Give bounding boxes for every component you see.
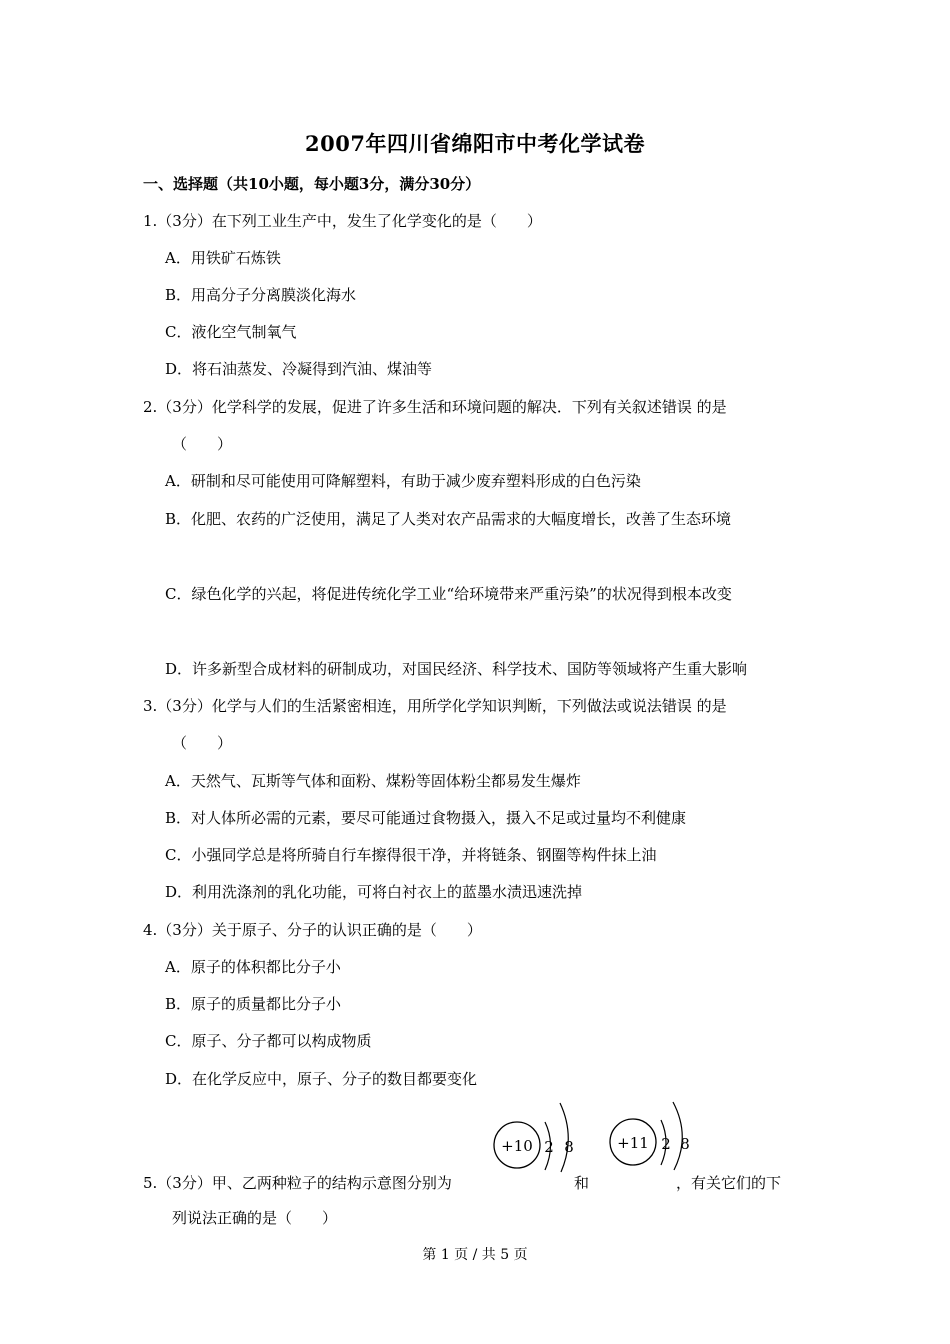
question-4-option-a: A．原子的体积都比分子小 — [165, 958, 341, 976]
question-2-stem-cont: （ ） — [172, 435, 233, 453]
shell-1-electrons: 2 — [544, 1138, 554, 1156]
shell-1-electrons: 2 — [661, 1135, 671, 1153]
question-1-option-c: C．液化空气制氧气 — [165, 323, 297, 341]
question-5-stem-cont: 列说法正确的是（ ） — [172, 1209, 338, 1227]
nucleus-charge: +10 — [501, 1137, 533, 1155]
question-3-option-a: A．天然气、瓦斯等气体和面粉、煤粉等固体粉尘都易发生爆炸 — [165, 772, 581, 790]
shell-2-electrons: 8 — [680, 1135, 690, 1153]
question-1-stem: 1.（3分）在下列工业生产中，发生了化学变化的是（ ） — [143, 212, 542, 230]
question-3-option-b: B．对人体所必需的元素，要尽可能通过食物摄入，摄入不足或过量均不利健康 — [165, 809, 687, 827]
page-title: 2007年四川省绵阳市中考化学试卷 — [305, 131, 645, 156]
atom-diagram-1 — [490, 1100, 580, 1170]
question-2-option-a: A．研制和尽可能使用可降解塑料，有助于减少废弃塑料形成的白色污染 — [165, 472, 641, 490]
section-heading: 一、选择题（共10小题，每小题3分，满分30分） — [143, 175, 481, 193]
question-3-stem-cont: （ ） — [172, 734, 233, 752]
question-1-option-d: D．将石油蒸发、冷凝得到汽油、煤油等 — [165, 360, 433, 378]
question-4-option-c: C．原子、分子都可以构成物质 — [165, 1032, 372, 1050]
question-5-stem-part-a: 5.（3分）甲、乙两种粒子的结构示意图分别为 — [143, 1174, 452, 1192]
question-2-option-c: C．绿色化学的兴起，将促进传统化学工业“给环境带来严重污染”的状况得到根本改变 — [165, 585, 732, 603]
question-2-option-b: B．化肥、农药的广泛使用，满足了人类对农产品需求的大幅度增长，改善了生态环境 — [165, 510, 732, 528]
atom-diagram-2 — [607, 1100, 697, 1170]
shell-2-electrons: 8 — [564, 1138, 574, 1156]
question-5-stem-part-b: 和 — [574, 1174, 590, 1192]
question-1-option-a: A．用铁矿石炼铁 — [165, 249, 281, 267]
question-1-option-b: B．用高分子分离膜淡化海水 — [165, 286, 357, 304]
question-3-stem: 3.（3分）化学与人们的生活紧密相连，用所学化学知识判断，下列做法或说法错误 的是 — [143, 697, 727, 715]
question-4-option-d: D．在化学反应中，原子、分子的数目都要变化 — [165, 1070, 478, 1088]
question-3-option-d: D．利用洗涤剂的乳化功能，可将白衬衣上的蓝墨水渍迅速洗掉 — [165, 883, 583, 901]
question-4-stem: 4.（3分）关于原子、分子的认识正确的是（ ） — [143, 921, 482, 939]
page-footer: 第 1 页 / 共 5 页 — [422, 1247, 528, 1263]
nucleus-charge: +11 — [617, 1134, 649, 1152]
question-2-stem: 2.（3分）化学科学的发展，促进了许多生活和环境问题的解决．下列有关叙述错误 的是 — [143, 398, 727, 416]
question-4-option-b: B．原子的质量都比分子小 — [165, 995, 342, 1013]
question-5-stem-part-c: ，有关它们的下 — [676, 1174, 782, 1192]
question-3-option-c: C．小强同学总是将所骑自行车擦得很干净，并将链条、钢圈等构件抹上油 — [165, 846, 657, 864]
question-2-option-d: D．许多新型合成材料的研制成功，对国民经济、科学技术、国防等领域将产生重大影响 — [165, 660, 748, 678]
